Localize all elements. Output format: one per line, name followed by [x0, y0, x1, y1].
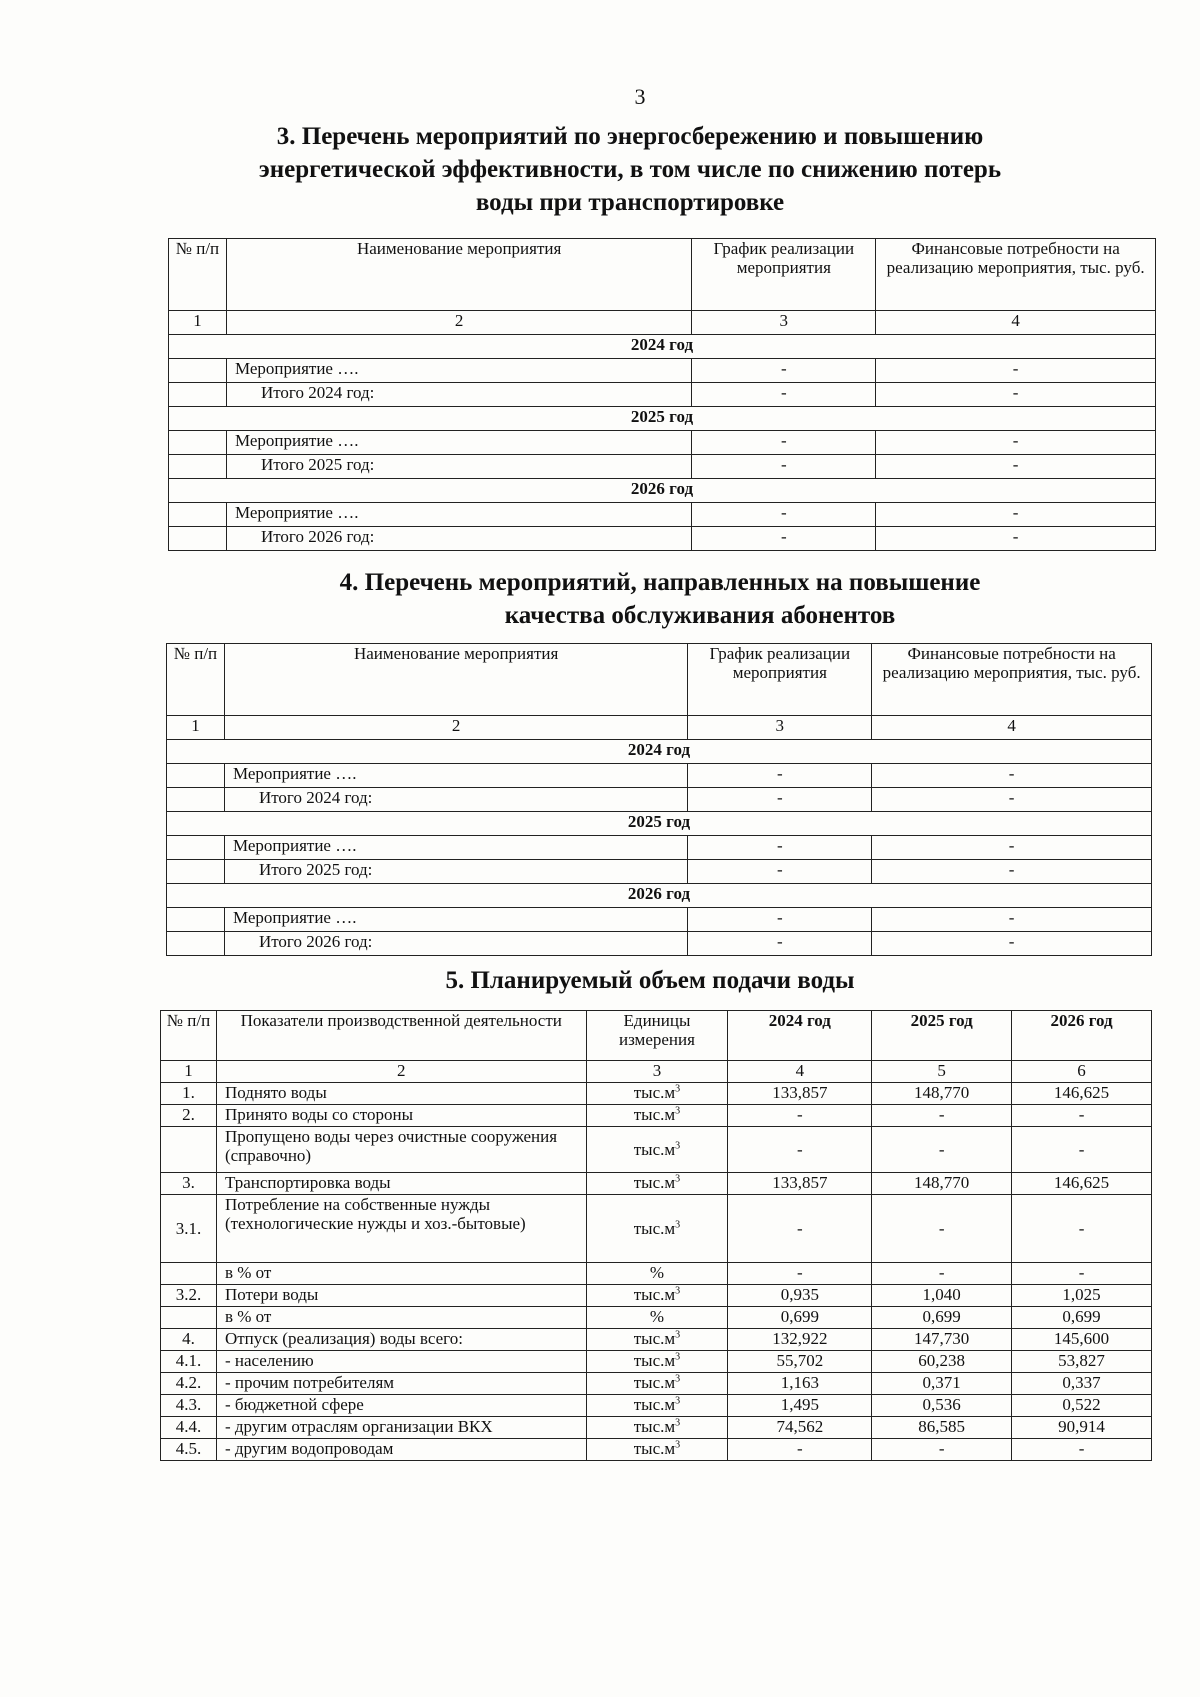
row-value-2026: 146,625 — [1012, 1173, 1152, 1195]
section3-title — [0, 120, 1200, 219]
unit-superscript: 3 — [675, 1219, 681, 1231]
col-number: 1 — [161, 1061, 217, 1083]
row-unit — [586, 1351, 728, 1373]
year-row: 2026 год — [167, 884, 1152, 908]
unit-text: % — [649, 1307, 665, 1326]
row-value-2025: 148,770 — [872, 1173, 1012, 1195]
row-value-2024: 74,562 — [728, 1417, 872, 1439]
section3-title-line: энергетической эффективности, в том числе по снижению потерь — [258, 156, 1002, 183]
unit-text: тыс.м — [633, 1329, 676, 1348]
col-number: 6 — [1012, 1061, 1152, 1083]
unit-text: % — [649, 1263, 665, 1282]
section4-title-line: 4. Перечень мероприятий, направленных на повышение — [339, 569, 981, 596]
item-name: Мероприятие …. — [224, 836, 687, 860]
cell-empty — [169, 503, 227, 527]
unit-superscript: 3 — [675, 1373, 681, 1385]
col-number: 2 — [226, 311, 691, 335]
unit-superscript: 3 — [675, 1351, 681, 1363]
row-value-2026: - — [1012, 1263, 1152, 1285]
cell-empty — [167, 764, 225, 788]
row-value-2025: - — [872, 1105, 1012, 1127]
item-name: Мероприятие …. — [224, 908, 687, 932]
section4-table — [166, 643, 1152, 956]
table-row — [161, 1127, 1152, 1173]
total-finance: - — [872, 860, 1152, 884]
section3-table — [168, 238, 1156, 551]
total-name: Итого 2024 год: — [224, 788, 687, 812]
row-indicator: Транспортировка воды — [216, 1173, 586, 1195]
row-indicator: - бюджетной сфере — [216, 1395, 586, 1417]
row-indicator: - другим отраслям организации ВКХ — [216, 1417, 586, 1439]
item-finance: - — [872, 764, 1152, 788]
unit-text: тыс.м — [633, 1351, 676, 1370]
section4-title — [0, 566, 1200, 632]
total-schedule: - — [692, 455, 876, 479]
col-number: 3 — [688, 716, 872, 740]
item-schedule: - — [688, 836, 872, 860]
item-schedule: - — [688, 764, 872, 788]
total-name: Итого 2025 год: — [226, 455, 691, 479]
header-name: Наименование мероприятия — [226, 239, 691, 311]
row-value-2025: 147,730 — [872, 1329, 1012, 1351]
unit-superscript: 3 — [675, 1105, 681, 1117]
row-value-2026: 0,337 — [1012, 1373, 1152, 1395]
row-indicator: в % от — [216, 1263, 586, 1285]
table-row — [161, 1417, 1152, 1439]
page-number: 3 — [634, 84, 646, 109]
header-finance: Финансовые потребности на реализацию мероприятия, тыс. руб. — [872, 644, 1152, 716]
unit-text: тыс.м — [633, 1140, 676, 1159]
row-value-2025: 148,770 — [872, 1083, 1012, 1105]
header-schedule: График реализации мероприятия — [692, 239, 876, 311]
section3-title-line: 3. Перечень мероприятий по энергосбережению и повышению — [276, 123, 984, 150]
row-unit — [586, 1395, 728, 1417]
table-row — [161, 1395, 1152, 1417]
col-number: 2 — [224, 716, 687, 740]
item-schedule: - — [688, 908, 872, 932]
item-schedule: - — [692, 503, 876, 527]
unit-text: тыс.м — [633, 1285, 676, 1304]
table-row — [161, 1285, 1152, 1307]
year-row: 2024 год — [169, 335, 1156, 359]
total-finance: - — [872, 788, 1152, 812]
row-value-2024: - — [728, 1127, 872, 1173]
section5-rows — [161, 1083, 1152, 1461]
year-row: 2025 год — [167, 812, 1152, 836]
unit-text: тыс.м — [633, 1219, 676, 1238]
item-name: Мероприятие …. — [226, 359, 691, 383]
row-value-2026: - — [1012, 1439, 1152, 1461]
year-row: 2025 год — [169, 407, 1156, 431]
section5-title: 5. Планируемый объем подачи воды — [445, 967, 855, 994]
row-indicator: Потери воды — [216, 1285, 586, 1307]
item-finance: - — [872, 908, 1152, 932]
row-num: 4.5. — [161, 1439, 217, 1461]
col-number: 4 — [876, 311, 1156, 335]
col-number: 1 — [167, 716, 225, 740]
cell-empty — [167, 932, 225, 956]
row-value-2025: 1,040 — [872, 1285, 1012, 1307]
cell-empty — [169, 527, 227, 551]
section3-title-line: воды при транспортировке — [475, 189, 785, 216]
unit-text: тыс.м — [633, 1439, 676, 1458]
section4-title-line: качества обслуживания абонентов — [504, 602, 896, 629]
cell-empty — [167, 860, 225, 884]
table-row — [161, 1439, 1152, 1461]
total-schedule: - — [688, 860, 872, 884]
row-value-2025: 86,585 — [872, 1417, 1012, 1439]
header-2024: 2024 год — [728, 1011, 872, 1061]
row-num: 3.2. — [161, 1285, 217, 1307]
total-schedule: - — [692, 527, 876, 551]
header-finance: Финансовые потребности на реализацию мероприятия, тыс. руб. — [876, 239, 1156, 311]
header-num: № п/п — [161, 1011, 217, 1061]
col-number: 3 — [586, 1061, 728, 1083]
row-num: 4.1. — [161, 1351, 217, 1373]
row-unit — [586, 1307, 728, 1329]
row-unit — [586, 1083, 728, 1105]
row-num: 1. — [161, 1083, 217, 1105]
row-value-2024: - — [728, 1105, 872, 1127]
row-num: 4.3. — [161, 1395, 217, 1417]
row-num: 4.2. — [161, 1373, 217, 1395]
row-value-2026: 53,827 — [1012, 1351, 1152, 1373]
row-num — [161, 1263, 217, 1285]
row-unit — [586, 1439, 728, 1461]
unit-text: тыс.м — [633, 1395, 676, 1414]
unit-superscript: 3 — [675, 1083, 681, 1095]
row-unit — [586, 1195, 728, 1263]
row-num: 4.4. — [161, 1417, 217, 1439]
total-finance: - — [876, 455, 1156, 479]
cell-empty — [167, 788, 225, 812]
row-indicator: Поднято воды — [216, 1083, 586, 1105]
row-value-2026: 145,600 — [1012, 1329, 1152, 1351]
header-indicator: Показатели производственной деятельности — [216, 1011, 586, 1061]
col-number: 2 — [216, 1061, 586, 1083]
total-name: Итого 2025 год: — [224, 860, 687, 884]
item-schedule: - — [692, 431, 876, 455]
row-unit — [586, 1127, 728, 1173]
row-value-2024: - — [728, 1439, 872, 1461]
cell-empty — [169, 431, 227, 455]
table-row — [161, 1105, 1152, 1127]
table-row — [161, 1307, 1152, 1329]
total-schedule: - — [688, 932, 872, 956]
unit-superscript: 3 — [675, 1439, 681, 1451]
row-value-2026: - — [1012, 1105, 1152, 1127]
table-row — [161, 1083, 1152, 1105]
header-unit: Единицы измерения — [586, 1011, 728, 1061]
row-value-2025: - — [872, 1127, 1012, 1173]
row-num — [161, 1127, 217, 1173]
item-finance: - — [872, 836, 1152, 860]
row-value-2026: 1,025 — [1012, 1285, 1152, 1307]
row-value-2025: 60,238 — [872, 1351, 1012, 1373]
row-value-2026: - — [1012, 1127, 1152, 1173]
row-indicator: Потребление на собственные нужды (технологические нужды и хоз.-бытовые) — [216, 1195, 586, 1263]
row-value-2026: 0,522 — [1012, 1395, 1152, 1417]
item-name: Мероприятие …. — [224, 764, 687, 788]
table-row — [161, 1329, 1152, 1351]
cell-empty — [169, 383, 227, 407]
total-finance: - — [876, 527, 1156, 551]
col-number: 1 — [169, 311, 227, 335]
table-row — [161, 1173, 1152, 1195]
row-value-2025: 0,699 — [872, 1307, 1012, 1329]
table-row — [161, 1263, 1152, 1285]
row-unit — [586, 1417, 728, 1439]
row-value-2025: - — [872, 1263, 1012, 1285]
row-unit — [586, 1173, 728, 1195]
unit-superscript: 3 — [675, 1173, 681, 1185]
table-row — [161, 1351, 1152, 1373]
item-finance: - — [876, 431, 1156, 455]
row-indicator: в % от — [216, 1307, 586, 1329]
year-row: 2024 год — [167, 740, 1152, 764]
row-num: 4. — [161, 1329, 217, 1351]
row-value-2024: 133,857 — [728, 1083, 872, 1105]
unit-superscript: 3 — [675, 1140, 681, 1152]
unit-text: тыс.м — [633, 1373, 676, 1392]
row-value-2026: - — [1012, 1195, 1152, 1263]
cell-empty — [167, 908, 225, 932]
row-num: 2. — [161, 1105, 217, 1127]
unit-text: тыс.м — [633, 1083, 676, 1102]
header-2025: 2025 год — [872, 1011, 1012, 1061]
total-finance: - — [876, 383, 1156, 407]
item-name: Мероприятие …. — [226, 431, 691, 455]
row-unit — [586, 1105, 728, 1127]
row-value-2026: 90,914 — [1012, 1417, 1152, 1439]
row-value-2026: 146,625 — [1012, 1083, 1152, 1105]
row-value-2025: 0,371 — [872, 1373, 1012, 1395]
cell-empty — [169, 455, 227, 479]
section5-table — [160, 1010, 1152, 1461]
total-name: Итого 2026 год: — [226, 527, 691, 551]
row-unit — [586, 1329, 728, 1351]
total-name: Итого 2024 год: — [226, 383, 691, 407]
total-finance: - — [872, 932, 1152, 956]
unit-text: тыс.м — [633, 1105, 676, 1124]
cell-empty — [169, 359, 227, 383]
table-row — [161, 1195, 1152, 1263]
total-schedule: - — [688, 788, 872, 812]
unit-text: тыс.м — [633, 1173, 676, 1192]
unit-superscript: 3 — [675, 1329, 681, 1341]
row-unit — [586, 1285, 728, 1307]
item-schedule: - — [692, 359, 876, 383]
row-indicator: Отпуск (реализация) воды всего: — [216, 1329, 586, 1351]
unit-superscript: 3 — [675, 1417, 681, 1429]
row-value-2024: 55,702 — [728, 1351, 872, 1373]
col-number: 5 — [872, 1061, 1012, 1083]
row-unit — [586, 1373, 728, 1395]
row-indicator: Пропущено воды через очистные сооружения (справочно) — [216, 1127, 586, 1173]
row-value-2024: 1,163 — [728, 1373, 872, 1395]
table-row — [161, 1373, 1152, 1395]
total-schedule: - — [692, 383, 876, 407]
row-num: 3. — [161, 1173, 217, 1195]
row-indicator: - другим водопроводам — [216, 1439, 586, 1461]
row-value-2025: - — [872, 1195, 1012, 1263]
col-number: 3 — [692, 311, 876, 335]
row-num — [161, 1307, 217, 1329]
year-row: 2026 год — [169, 479, 1156, 503]
item-name: Мероприятие …. — [226, 503, 691, 527]
row-num: 3.1. — [161, 1195, 217, 1263]
row-value-2024: - — [728, 1195, 872, 1263]
item-finance: - — [876, 359, 1156, 383]
row-indicator: Принято воды со стороны — [216, 1105, 586, 1127]
row-indicator: - прочим потребителям — [216, 1373, 586, 1395]
row-value-2024: 132,922 — [728, 1329, 872, 1351]
header-2026: 2026 год — [1012, 1011, 1152, 1061]
cell-empty — [167, 836, 225, 860]
item-finance: - — [876, 503, 1156, 527]
total-name: Итого 2026 год: — [224, 932, 687, 956]
unit-superscript: 3 — [675, 1395, 681, 1407]
row-value-2025: - — [872, 1439, 1012, 1461]
header-schedule: График реализации мероприятия — [688, 644, 872, 716]
row-value-2025: 0,536 — [872, 1395, 1012, 1417]
header-num: № п/п — [169, 239, 227, 311]
row-indicator: - населению — [216, 1351, 586, 1373]
row-unit — [586, 1263, 728, 1285]
row-value-2024: 0,699 — [728, 1307, 872, 1329]
row-value-2026: 0,699 — [1012, 1307, 1152, 1329]
row-value-2024: - — [728, 1263, 872, 1285]
row-value-2024: 133,857 — [728, 1173, 872, 1195]
row-value-2024: 0,935 — [728, 1285, 872, 1307]
col-number: 4 — [872, 716, 1152, 740]
header-name: Наименование мероприятия — [224, 644, 687, 716]
unit-text: тыс.м — [633, 1417, 676, 1436]
col-number: 4 — [728, 1061, 872, 1083]
row-value-2024: 1,495 — [728, 1395, 872, 1417]
header-num: № п/п — [167, 644, 225, 716]
unit-superscript: 3 — [675, 1285, 681, 1297]
